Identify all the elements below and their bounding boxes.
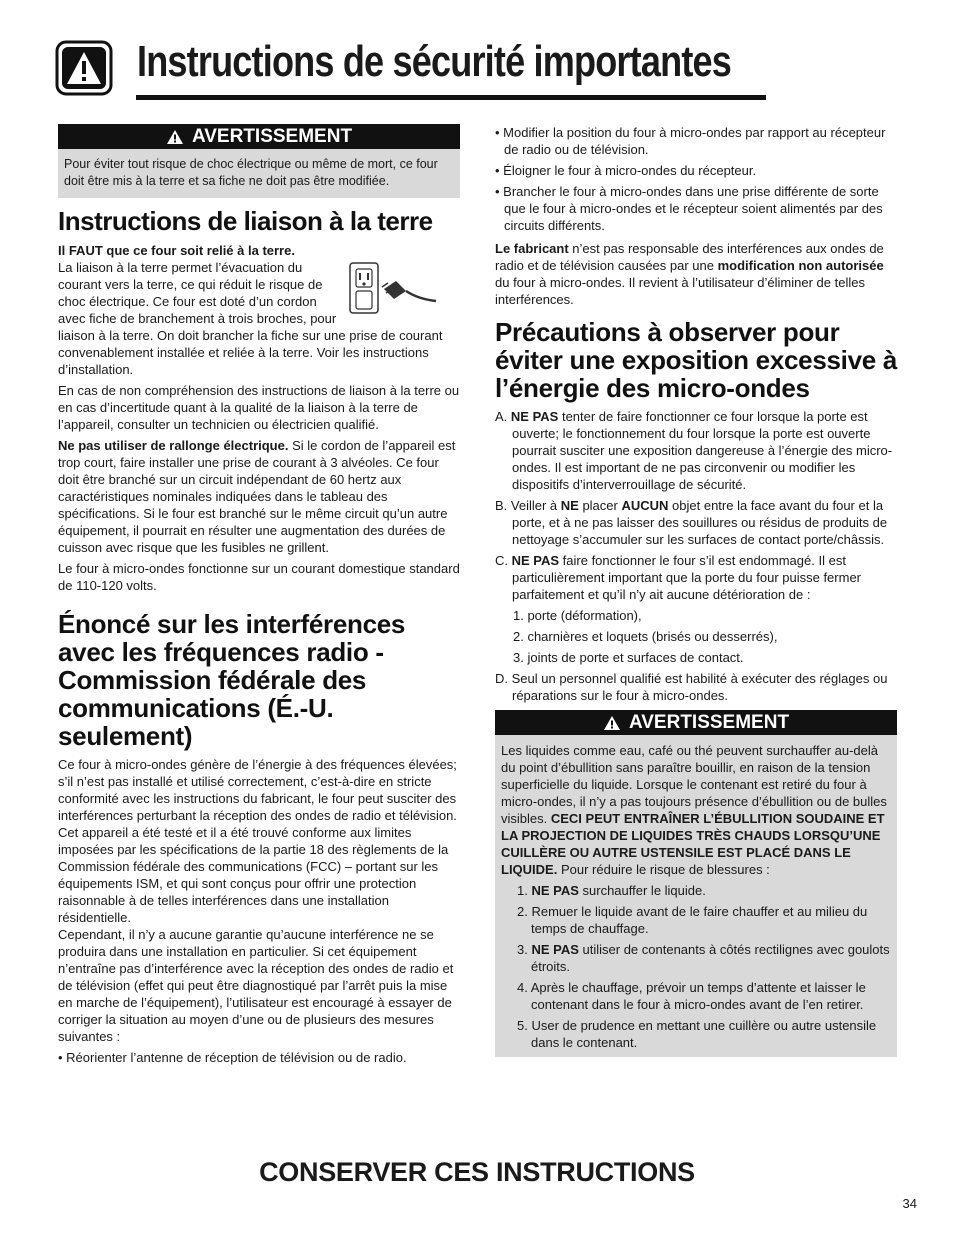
fcc-bullet-text: Éloigner le four à micro-ondes du récepteur.	[503, 163, 757, 178]
warning-box	[58, 124, 460, 198]
manufacturer-note	[495, 240, 897, 308]
warning-item: 5. User de prudence en mettant une cuillère ou autre ustensile dans le contenant.	[517, 1018, 877, 1050]
precaution-c-sub: 1. porte (déformation),	[513, 608, 642, 623]
page-number: 34	[902, 1196, 917, 1211]
warning-triangle-icon	[603, 715, 621, 731]
item-letter: C.	[495, 553, 512, 568]
item-number: 3.	[517, 942, 532, 957]
warning-bold-text: CECI PEUT ENTRAÎNER L’ÉBULLITION SOUDAINE ET LA PROJECTION DE LIQUIDES TRÈS CHAUDS LORSQU’UNE CUILLÈRE OU AUTRE USTENSILE EST PLACÉ DANS LE LIQUIDE.	[501, 811, 885, 877]
warning-header	[58, 124, 460, 149]
warning-item	[501, 941, 891, 975]
manufacturer-text: n’est pas responsable des interférences aux ondes de radio et de télévision causées par une	[495, 241, 884, 273]
warning-intro-text: Les liquides comme eau, café ou thé peuvent surchauffer au-delà du point d’ébullition sans paraître bouillir, en raison de la tension superficielle du liquide. Lorsque le contenant est retiré du four à micro-ondes, il n’y a pas toujours présence d’ébullition ou de bulles visibles.	[501, 743, 887, 826]
right-column	[495, 124, 897, 1057]
warning-header	[495, 710, 897, 735]
warning-box-liquids	[495, 710, 897, 1057]
no-extension-lead: Ne pas utiliser de rallonge électrique.	[58, 438, 289, 453]
warning-item: 2. Remuer le liquide avant de le faire chauffer et au milieu du temps de chauffage.	[517, 904, 868, 936]
manufacturer-text-2: du four à micro-ondes. Il revient à l’utilisateur d’éliminer de telles interférences.	[495, 275, 865, 307]
precaution-c-sub: 3. joints de porte et surfaces de contact.	[513, 650, 744, 665]
unauthorized-bold: modification non autorisée	[717, 258, 884, 273]
fcc-bullet-text: Modifier la position du four à micro-ondes par rapport au récepteur de radio ou de télévision.	[503, 125, 886, 157]
grounding-p1: La liaison à la terre permet l’évacuation du courant vers la terre, ce qui réduit le risque de choc électrique. Ce four est doté d’un cordon avec fiche de branchement à trois broches, pour liaison à la terre. On doit brancher la fiche sur une prise de courant convenablement installée et reliée à la terre. Voir les instructions d’installation.	[58, 260, 443, 377]
item-bold: NE PAS	[531, 942, 579, 957]
warning-text: Pour éviter tout risque de choc électrique ou même de mort, ce four doit être mis à la terre et sa fiche ne doit pas être modifiée.	[58, 149, 460, 198]
warning-label: AVERTISSEMENT	[191, 126, 353, 147]
grounding-body	[58, 242, 460, 378]
grounding-p4: Le four à micro-ondes fonctionne sur un courant domestique standard de 110-120 volts.	[58, 561, 460, 593]
fcc-p1: Ce four à micro-ondes génère de l’énergie à des fréquences élevées; s’il n’est pas installé et utilisé correctement, c’est-à-dire en stricte conformité avec les instructions du fabricant, le four peut susciter des interférences perturbant la réception des ondes de radio et télévision. Cet appareil a été testé et il a été trouvé conforme aux limites imposées par les spécifications de la partie 18 des règlements de la Commission fédérale des communications (FCC) – portant sur les équipements ISM, et qui sont conçus pour offrir une protection raisonnable à de telles interférences dans une installation résidentielle.	[58, 757, 457, 925]
precaution-c-sub: 2. charnières et loquets (brisés ou desserrés),	[513, 629, 778, 644]
precautions-heading: Précautions à observer pour éviter une exposition excessive à l’énergie des micro-ondes	[495, 317, 897, 403]
page-header	[55, 34, 767, 100]
item-bold: NE PAS	[510, 409, 559, 424]
precaution-a	[495, 408, 897, 493]
item-text: utiliser de contenants à côtés rectilignes avec goulots étroits.	[531, 942, 890, 974]
item-text: placer	[578, 498, 622, 513]
item-bold: AUCUN	[621, 498, 669, 513]
grounding-p3-text: Si le cordon de l’appareil est trop court, faire installer une prise de courant à 3 alvéoles. Ce four doit être branché sur un circuit indépendant de 60 hertz aux caractéristiques nominales indiquées dans le tableau des spécifications. Si le four est branché sur le même circuit qu’un autre équipement, il pourrait en résulter une augmentation des durées de cuisson avec risque que les fusibles ne grillent.	[58, 438, 456, 555]
item-text: B. Veiller à	[495, 498, 561, 513]
fcc-p2: Cependant, il n’y a aucune garantie qu’aucune interférence ne se produira dans une installation en particulier. Si cet équipement n’entraîne pas d’interférence avec la réception des ondes de radio et de télévision (effet qui peut être diagnostiqué par l’arrêt puis la mise en marche de l’équipement), l’utilisateur est encouragé à essayer de corriger la situation au moyen d’une ou de plusieurs des mesures suivantes :	[58, 927, 454, 1044]
keep-instructions-footer: CONSERVER CES INSTRUCTIONS	[259, 1157, 695, 1187]
item-letter: A.	[495, 409, 511, 424]
fcc-bullet: • Brancher le four à micro-ondes dans une prise différente de sorte que le four à micro-ondes et le récepteur soient alimentés par des circuits différents.	[495, 184, 883, 233]
fcc-bullet-text: Brancher le four à micro-ondes dans une prise différente de sorte que le four à micro-ondes et le récepteur soient alimentés par des circuits différents.	[503, 184, 883, 233]
warning-liquids-intro	[501, 742, 891, 878]
fcc-bullet: • Éloigner le four à micro-ondes du récepteur.	[495, 163, 757, 178]
warning-triangle-icon	[166, 129, 184, 145]
left-column	[58, 124, 460, 1070]
warning-item	[501, 882, 891, 899]
precaution-c	[495, 552, 897, 603]
warning-label: AVERTISSEMENT	[628, 712, 790, 733]
page-title: Instructions de sécurité importantes	[137, 37, 732, 86]
manufacturer-bold: Le fabricant	[495, 241, 569, 256]
item-text: objet entre la face avant du four et la porte, et à ne pas laisser des souillures ou résidus de produits de nettoyage s’accumuler sur les surfaces de contact porte/châssis.	[512, 498, 888, 547]
item-bold: NE PAS	[531, 883, 579, 898]
fcc-heading: Énoncé sur les interférences avec les fréquences radio - Commission fédérale des communications (É.-U. seulement)	[58, 609, 406, 751]
grounded-plug-illustration	[348, 259, 438, 319]
item-text: surchauffer le liquide.	[578, 883, 706, 898]
item-bold: NE PAS	[511, 553, 560, 568]
grounding-p3	[58, 437, 460, 556]
precaution-d: D. Seul un personnel qualifié est habilité à exécuter des réglages ou réparations sur le four à micro-ondes.	[495, 671, 888, 703]
item-number: 1.	[517, 883, 532, 898]
grounding-lead: Il FAUT que ce four soit relié à la terre.	[58, 243, 295, 258]
warning-liquids-body	[495, 735, 897, 1057]
item-text: faire fonctionner le four s’il est endommagé. Il est particulièrement important que la porte du four puisse fermer parfaitement et qu’il n’y ait aucune détérioration de :	[512, 553, 862, 602]
warning-item: 4. Après le chauffage, prévoir un temps d’attente et laisser le contenant dans le four à micro-ondes avant de l’en retirer.	[517, 980, 866, 1012]
warning-tail-text: Pour réduire le risque de blessures :	[557, 862, 770, 877]
title-rule	[136, 95, 766, 100]
fcc-bullet-text: Réorienter l’antenne de réception de télévision ou de radio.	[66, 1050, 407, 1065]
grounding-heading: Instructions de liaison à la terre	[58, 206, 433, 236]
item-bold: NE	[560, 498, 579, 513]
precaution-b	[495, 497, 897, 548]
grounding-p2: En cas de non compréhension des instructions de liaison à la terre ou en cas d’incertitude quant à la qualité de la liaison à la terre de l’appareil, consulter un technicien ou électricien qualifié.	[58, 383, 460, 432]
fcc-bullet: • Réorienter l’antenne de réception de télévision ou de radio.	[58, 1050, 407, 1065]
item-text: tenter de faire fonctionner ce four lorsque la porte est ouverte; le fonctionnement du four lorsque la porte est ouverte pourrait susciter une exposition dangereuse à l’énergie des micro-ondes. Il est important de ne pas circonvenir ou modifier les dispositifs d’interverrouillage de sécurité.	[512, 409, 893, 492]
fcc-bullet: • Modifier la position du four à micro-ondes par rapport au récepteur de radio ou de télévision.	[495, 125, 886, 157]
warning-square-icon	[55, 40, 113, 96]
